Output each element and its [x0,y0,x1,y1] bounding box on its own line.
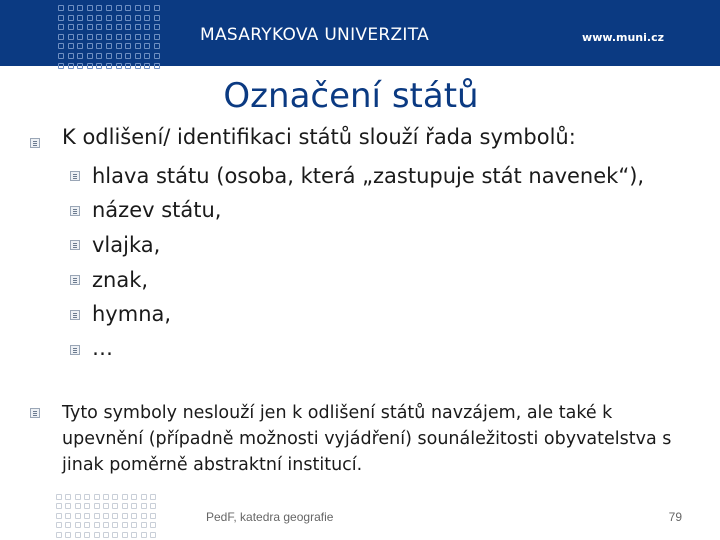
list-bullet-icon [70,275,80,285]
dot-square [77,53,83,59]
dot-square [96,15,102,21]
dot-square [94,513,100,519]
dot-square [77,43,83,49]
dot-square [150,494,156,500]
dot-square [58,24,64,30]
dot-square [154,43,160,49]
dot-square [77,24,83,30]
dot-square [103,494,109,500]
dot-square [125,15,131,21]
dot-square [65,532,71,538]
dot-square [125,5,131,11]
dot-square [87,34,93,40]
list-bullet-icon [30,138,40,148]
dot-square [103,513,109,519]
dot-square [56,494,62,500]
dot-square [106,34,112,40]
dot-square [68,43,74,49]
dot-square [131,513,137,519]
dot-square [141,494,147,500]
dot-square [84,503,90,509]
dot-square [68,15,74,21]
dot-square [106,5,112,11]
dot-square [77,63,83,69]
dot-square [122,503,128,509]
dot-square [103,532,109,538]
dot-square [135,53,141,59]
sub-item-ellipsis: … [92,336,113,360]
dot-square [125,34,131,40]
dot-square [58,15,64,21]
dot-square [75,503,81,509]
dot-square [106,63,112,69]
dot-square [96,43,102,49]
dot-square [68,5,74,11]
dot-square [135,34,141,40]
dot-square [96,34,102,40]
page-number: 79 [668,510,682,524]
dot-square [125,53,131,59]
dot-square [135,5,141,11]
dot-square [154,34,160,40]
dot-square [77,5,83,11]
sub-item-state-name: název státu, [92,198,222,222]
dot-square [103,522,109,528]
dot-square [87,43,93,49]
dot-square [84,522,90,528]
dot-square [68,63,74,69]
dot-square [96,53,102,59]
dot-square [116,43,122,49]
dot-square [135,24,141,30]
dot-square [94,503,100,509]
dot-square [65,522,71,528]
dot-square [116,5,122,11]
dot-square [122,532,128,538]
list-bullet-icon [70,240,80,250]
dot-square [112,522,118,528]
dot-square [58,53,64,59]
paragraph-text: Tyto symboly neslouží jen k odlišení států navzájem, ale také k upevnění (případně možnosti vyjádření) sounáležitosti obyvatelstva s jinak poměrně abstraktní institucí. [62,403,672,475]
dot-square [87,24,93,30]
dot-square [58,63,64,69]
university-name: MASARYKOVA UNIVERZITA [200,25,430,45]
dot-square [58,5,64,11]
dot-square [116,24,122,30]
dot-pattern-bottom [56,494,156,538]
list-bullet-icon [70,345,80,355]
dot-square [58,34,64,40]
dot-square [112,513,118,519]
dot-square [154,63,160,69]
dot-square [154,5,160,11]
header-bar [0,0,720,66]
dot-pattern-top [58,5,160,69]
dot-square [141,513,147,519]
dot-square [68,53,74,59]
dot-square [75,494,81,500]
slide-title-text: Označení států [223,76,479,116]
list-bullet-icon [30,408,40,418]
dot-square [116,63,122,69]
list-bullet-icon [70,206,80,216]
dot-square [141,522,147,528]
dot-square [144,5,150,11]
dot-square [131,532,137,538]
dot-square [106,53,112,59]
dot-square [65,503,71,509]
dot-square [106,24,112,30]
list-bullet-icon [70,171,80,181]
dot-square [116,15,122,21]
dot-square [87,63,93,69]
dot-square [56,503,62,509]
dot-square [68,34,74,40]
dot-square [84,513,90,519]
dot-square [94,494,100,500]
dot-square [87,5,93,11]
dot-square [122,494,128,500]
bullet-main: K odlišení/ identifikaci států slouží řada symbolů: [62,125,576,149]
dot-square [84,494,90,500]
dot-square [144,34,150,40]
dot-square [131,503,137,509]
dot-square [154,24,160,30]
dot-square [135,63,141,69]
dot-square [144,15,150,21]
dot-square [122,513,128,519]
dot-square [75,513,81,519]
sub-item-anthem: hymna, [92,302,172,326]
dot-square [77,34,83,40]
dot-square [106,15,112,21]
dot-square [106,43,112,49]
dot-square [96,5,102,11]
dot-square [116,53,122,59]
dot-square [125,43,131,49]
slide-title [0,74,720,118]
dot-square [135,15,141,21]
website-link[interactable]: www.muni.cz [582,31,664,44]
dot-square [150,532,156,538]
dot-square [65,513,71,519]
dot-square [75,522,81,528]
dot-square [56,513,62,519]
dot-square [75,532,81,538]
dot-square [131,522,137,528]
dot-square [96,24,102,30]
sub-item-emblem: znak, [92,268,149,292]
dot-square [144,43,150,49]
sub-item-flag: vlajka, [92,233,161,257]
dot-square [77,15,83,21]
dot-square [112,494,118,500]
dot-square [68,24,74,30]
dot-square [56,522,62,528]
dot-square [56,532,62,538]
dot-square [125,24,131,30]
dot-square [94,522,100,528]
dot-square [96,63,102,69]
dot-square [103,503,109,509]
dot-square [150,522,156,528]
dot-square [116,34,122,40]
dot-square [94,532,100,538]
footer-department: PedF, katedra geografie [206,510,334,524]
dot-square [84,532,90,538]
dot-square [154,53,160,59]
dot-square [58,43,64,49]
dot-square [144,53,150,59]
dot-square [87,15,93,21]
dot-square [144,63,150,69]
dot-square [154,15,160,21]
dot-square [87,53,93,59]
dot-square [112,503,118,509]
list-bullet-icon [70,310,80,320]
dot-square [144,24,150,30]
dot-square [122,522,128,528]
dot-square [65,494,71,500]
dot-square [112,532,118,538]
sub-item-head-of-state: hlava státu (osoba, která „zastupuje stát navenek“), [92,164,645,188]
dot-square [141,503,147,509]
dot-square [141,532,147,538]
dot-square [150,513,156,519]
dot-square [135,43,141,49]
dot-square [125,63,131,69]
dot-square [150,503,156,509]
dot-square [131,494,137,500]
